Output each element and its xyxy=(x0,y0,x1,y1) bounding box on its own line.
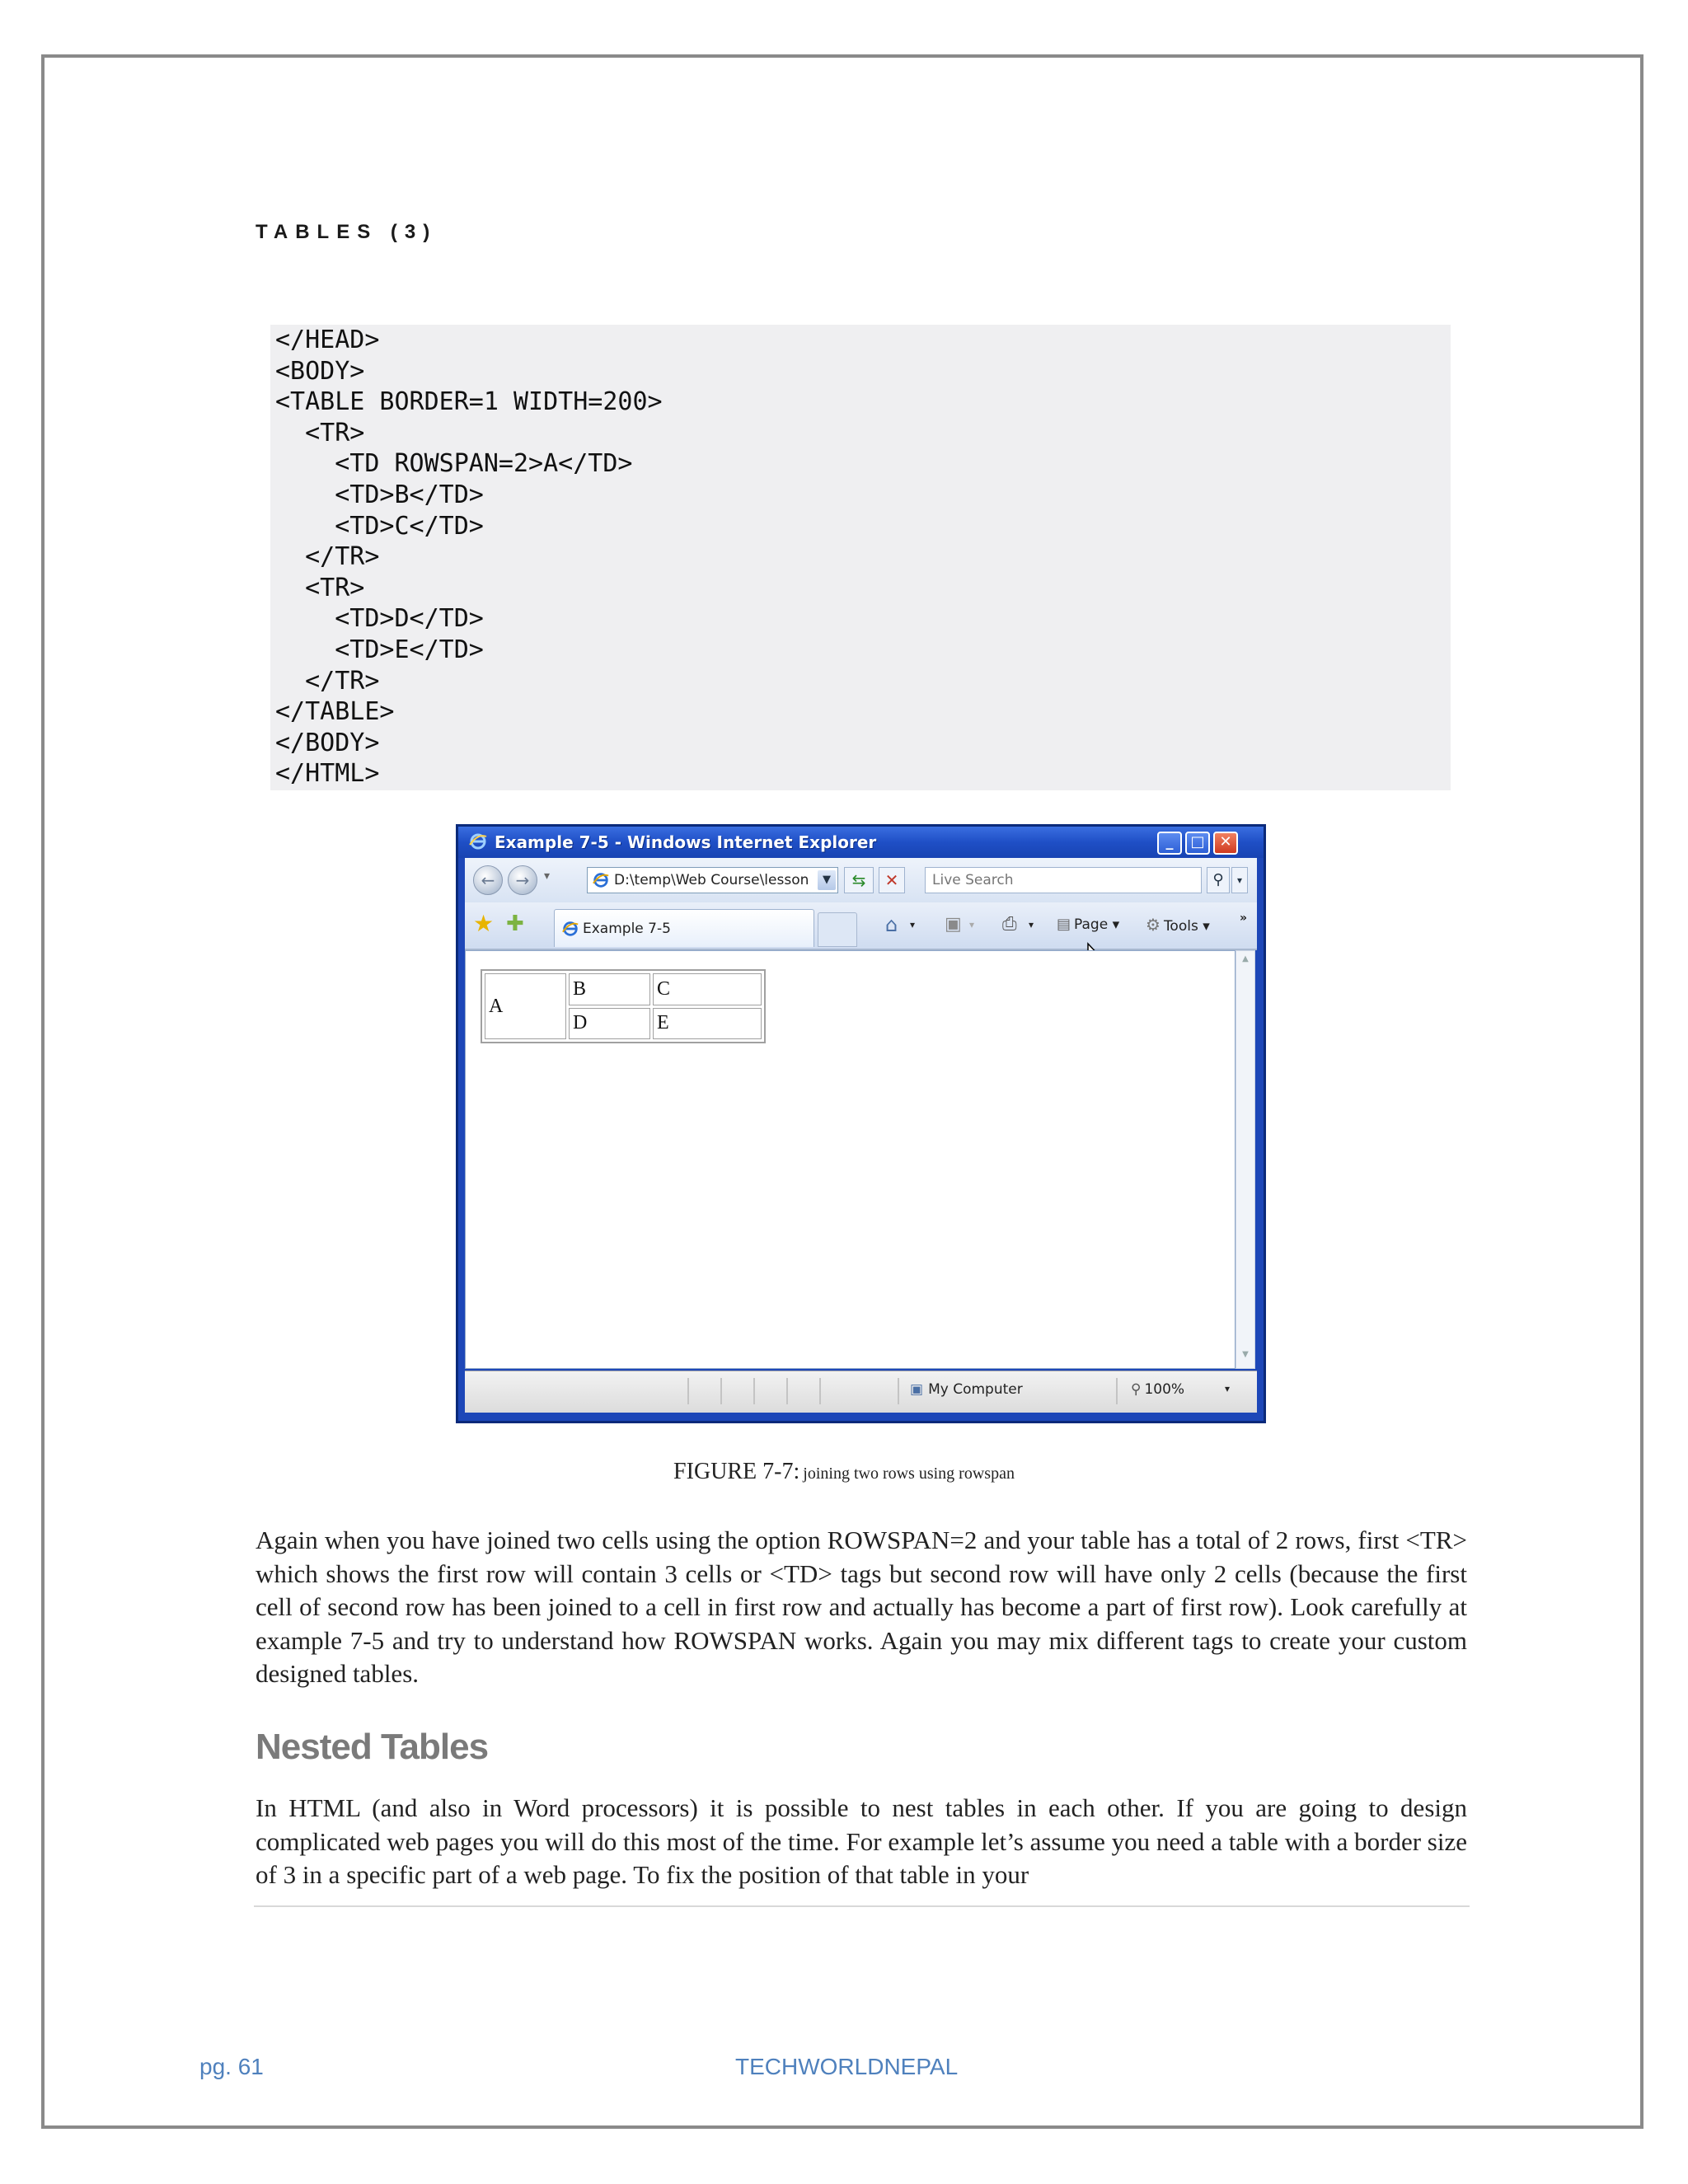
ie-tab-icon xyxy=(561,920,579,938)
figure-description: joining two rows using rowspan xyxy=(803,1465,1015,1483)
address-text: D:\temp\Web Course\lesson xyxy=(614,872,809,888)
table-cell: E xyxy=(653,1008,762,1040)
browser-window-screenshot xyxy=(456,824,1266,1423)
computer-icon: ▣ xyxy=(910,1381,924,1398)
page-icon: ▤ xyxy=(1057,916,1071,933)
section-header: TABLES (3) xyxy=(256,221,438,243)
footer-brand: TECHWORLDNEPAL xyxy=(735,2054,959,2079)
code-line: </HEAD> xyxy=(275,326,380,354)
code-line: <TD ROWSPAN=2>A</TD> xyxy=(275,449,633,479)
home-icon[interactable]: ⌂ xyxy=(885,913,898,936)
footer-divider xyxy=(254,1905,1470,1907)
table-cell: C xyxy=(653,973,762,1005)
tab-label: Example 7-5 xyxy=(583,921,671,937)
body-paragraph: Again when you have joined two cells using the option ROWSPAN=2 and your table has a total of 2 rows, first <TR> which shows the first row will contain 3 cells or <TD> tags but second row will have only 2 cells (because the first cell of second row has been joined to a cell in first row and actually has become a part of first row). Look carefully at example 7-5 and try to understand how ROWSPAN works. Again you may mix different tags to create your custom designed tables. xyxy=(256,1526,1467,1688)
code-line: <TR> xyxy=(275,418,365,448)
status-bar xyxy=(465,1371,1257,1413)
ie-logo-icon xyxy=(468,832,488,851)
zone-label: My Computer xyxy=(928,1381,1023,1398)
new-tab-button[interactable] xyxy=(818,912,857,947)
zoom-dropdown-icon[interactable]: ▾ xyxy=(1225,1383,1231,1394)
zoom-icon: ⚲ xyxy=(1131,1381,1142,1398)
feeds-dropdown-icon[interactable]: ▾ xyxy=(969,919,975,930)
browser-title: Example 7-5 - Windows Internet Explorer xyxy=(495,832,877,852)
zoom-level[interactable] xyxy=(1131,1381,1184,1398)
code-line: </TR> xyxy=(275,542,380,572)
address-bar[interactable] xyxy=(587,867,838,893)
feeds-icon[interactable]: ▣ xyxy=(945,914,962,935)
stop-icon[interactable]: ✕ xyxy=(879,867,905,893)
code-line: </TR> xyxy=(275,666,380,696)
section-heading: Nested Tables xyxy=(256,1727,489,1767)
tools-menu[interactable]: ⚙ Tools ▾ xyxy=(1146,915,1210,935)
tools-menu-label: Tools xyxy=(1163,918,1198,935)
chevron-more-icon[interactable]: » xyxy=(1240,912,1248,925)
ie-page-icon xyxy=(592,871,610,889)
rendered-demo-table xyxy=(481,969,766,1043)
search-box[interactable] xyxy=(925,867,1202,893)
address-dropdown-icon[interactable]: ▼ xyxy=(818,870,836,890)
code-line: <BODY> xyxy=(275,356,365,386)
browser-content-area xyxy=(465,950,1236,1369)
printer-icon[interactable]: ⎙ xyxy=(1002,914,1017,935)
tab-example-7-5[interactable] xyxy=(554,909,814,947)
status-divider xyxy=(819,1378,821,1404)
back-arrow-icon[interactable]: ← xyxy=(473,865,503,895)
search-input[interactable] xyxy=(926,868,1201,893)
navigation-bar xyxy=(465,858,1257,902)
home-dropdown-icon[interactable]: ▾ xyxy=(910,919,916,930)
print-dropdown-icon[interactable]: ▾ xyxy=(1029,919,1034,930)
figure-caption xyxy=(0,1459,1688,1485)
table-cell: A xyxy=(485,973,566,1039)
footer-page-number: pg. 61 xyxy=(199,2054,264,2079)
search-options-icon[interactable]: ▾ xyxy=(1231,867,1248,893)
code-block xyxy=(270,325,1451,790)
table-cell: B xyxy=(569,973,650,1005)
forward-arrow-icon[interactable]: → xyxy=(508,865,537,895)
zoom-label: 100% xyxy=(1144,1381,1185,1398)
scroll-up-icon[interactable]: ▲ xyxy=(1242,954,1249,963)
close-button[interactable]: ✕ xyxy=(1213,832,1238,855)
code-line: <TD>C</TD> xyxy=(275,511,484,541)
page-menu[interactable]: ▤ Page ▾ xyxy=(1057,916,1120,933)
status-divider xyxy=(753,1378,755,1404)
minimize-button[interactable]: _ xyxy=(1157,832,1182,855)
code-line: </BODY> xyxy=(275,728,380,757)
figure-label: FIGURE 7-7: xyxy=(673,1459,800,1484)
browser-titlebar xyxy=(458,827,1264,858)
maximize-button[interactable]: □ xyxy=(1185,832,1210,855)
body-paragraph: In HTML (and also in Word processors) it is possible to nest tables in each other. If you are going to design complicated web pages you will do this most of the time. For example let’s assume you need a table with a border size of 3 in a specific part of a web page. To fix the position of that table in your xyxy=(256,1793,1467,1889)
magnifier-icon[interactable]: ⚲ xyxy=(1207,867,1230,893)
security-zone xyxy=(910,1381,1023,1398)
add-favorite-icon[interactable]: ✚ xyxy=(506,912,524,936)
status-divider xyxy=(786,1378,788,1404)
status-divider xyxy=(720,1378,722,1404)
command-bar xyxy=(465,902,1257,950)
refresh-icon[interactable]: ⇆ xyxy=(844,867,874,893)
code-line: <TD>E</TD> xyxy=(275,635,484,664)
status-divider xyxy=(687,1378,689,1404)
code-line: <TR> xyxy=(275,573,365,602)
code-line: </HTML> xyxy=(275,759,380,789)
code-line: <TD>D</TD> xyxy=(275,604,484,634)
history-dropdown-icon[interactable]: ▾ xyxy=(544,869,551,883)
status-divider xyxy=(1116,1378,1118,1404)
page-menu-label: Page xyxy=(1074,916,1109,933)
status-divider xyxy=(898,1378,899,1404)
vertical-scrollbar[interactable] xyxy=(1236,950,1255,1369)
star-icon[interactable]: ★ xyxy=(473,910,495,937)
code-line: </TABLE> xyxy=(275,697,395,727)
code-line: <TD>B</TD> xyxy=(275,480,484,509)
scroll-down-icon[interactable]: ▼ xyxy=(1242,1350,1249,1359)
code-line: <TABLE BORDER=1 WIDTH=200> xyxy=(275,387,663,417)
table-cell: D xyxy=(569,1008,650,1040)
gear-icon: ⚙ xyxy=(1146,915,1160,935)
